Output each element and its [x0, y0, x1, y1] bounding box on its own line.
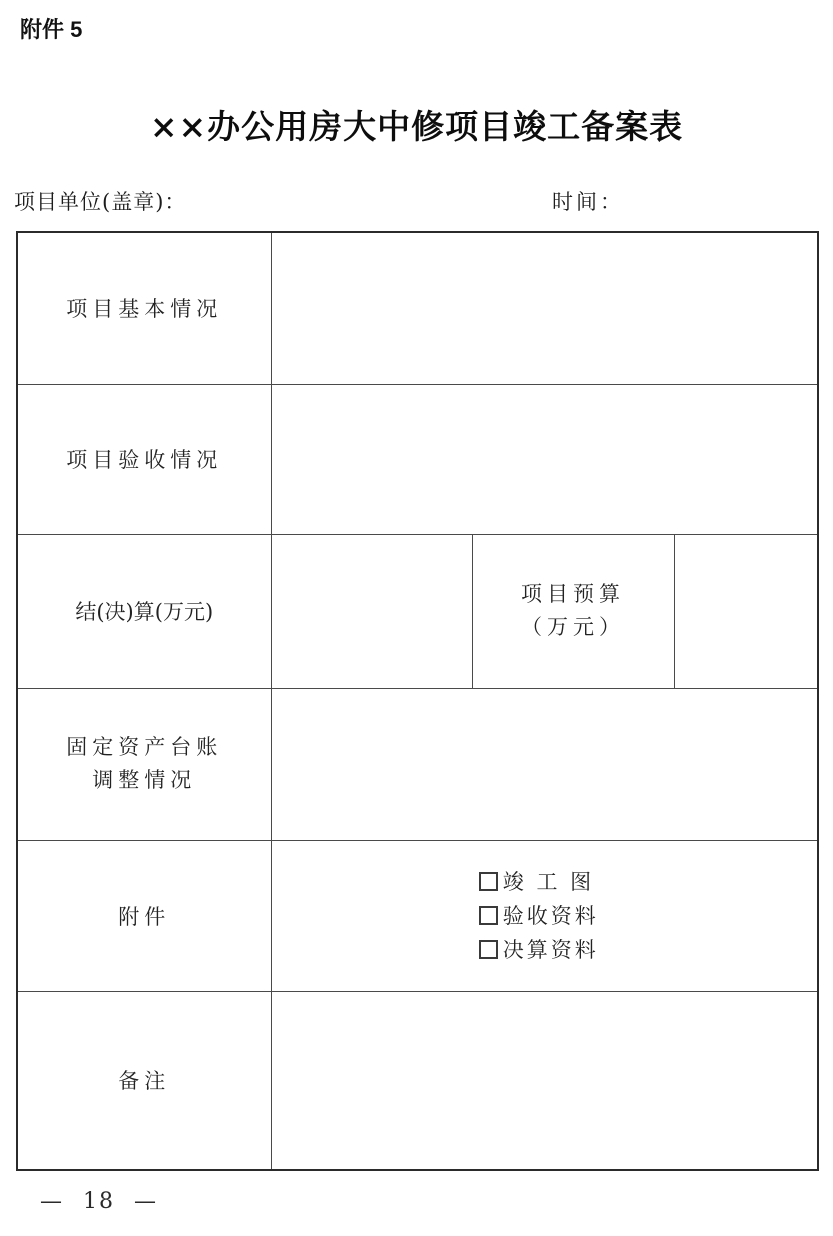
table-row: [17, 534, 818, 688]
fixed-asset-ledger-label-line1: 固定资产台账: [66, 735, 223, 759]
remarks-value: [271, 991, 818, 1170]
table-row: [17, 840, 818, 991]
checkbox-icon: [479, 940, 498, 959]
project-unit-seal-label: 项目单位(盖章)：: [14, 190, 187, 214]
checkbox-icon: [479, 906, 498, 925]
page-title: ××办公用房大中修项目竣工备案表: [149, 107, 684, 146]
project-basic-info-value: [271, 232, 818, 384]
list-item: [479, 933, 599, 967]
list-item: [479, 865, 599, 899]
fixed-asset-ledger-label-line2: 调整情况: [92, 768, 197, 792]
fixed-asset-ledger-value: [271, 688, 818, 840]
project-budget-label: [472, 534, 674, 688]
table-row: [17, 232, 818, 384]
attachment-option-label: 竣 工 图: [502, 869, 595, 894]
settlement-amount-label: 结(决)算(万元): [17, 534, 271, 688]
filing-form-table: [16, 231, 819, 1171]
table-row: [17, 384, 818, 534]
attachments-list: [479, 865, 599, 967]
settlement-amount-value: [271, 534, 472, 688]
project-budget-label-line2: （万元）: [521, 615, 625, 639]
time-label: 时间：: [552, 190, 624, 214]
table-row: [17, 991, 818, 1170]
remarks-label: 备注: [17, 991, 271, 1170]
list-item: [479, 899, 599, 933]
fixed-asset-ledger-label: [17, 688, 271, 840]
project-acceptance-label: 项目验收情况: [17, 384, 271, 534]
project-basic-info-label: 项目基本情况: [17, 232, 271, 384]
attachments-value-cell: [271, 840, 818, 991]
attachment-note: 附件 5: [20, 17, 83, 42]
attachment-option-label: 验收资料: [502, 903, 599, 928]
meta-row: [0, 186, 833, 218]
page-number: — 18 —: [40, 1189, 158, 1214]
table-row: [17, 688, 818, 840]
project-budget-label-line1: 项目预算: [521, 582, 625, 606]
project-budget-value: [674, 534, 818, 688]
attachment-option-label: 决算资料: [502, 937, 599, 962]
project-acceptance-value: [271, 384, 818, 534]
checkbox-icon: [479, 872, 498, 891]
attachments-label: 附件: [17, 840, 271, 991]
